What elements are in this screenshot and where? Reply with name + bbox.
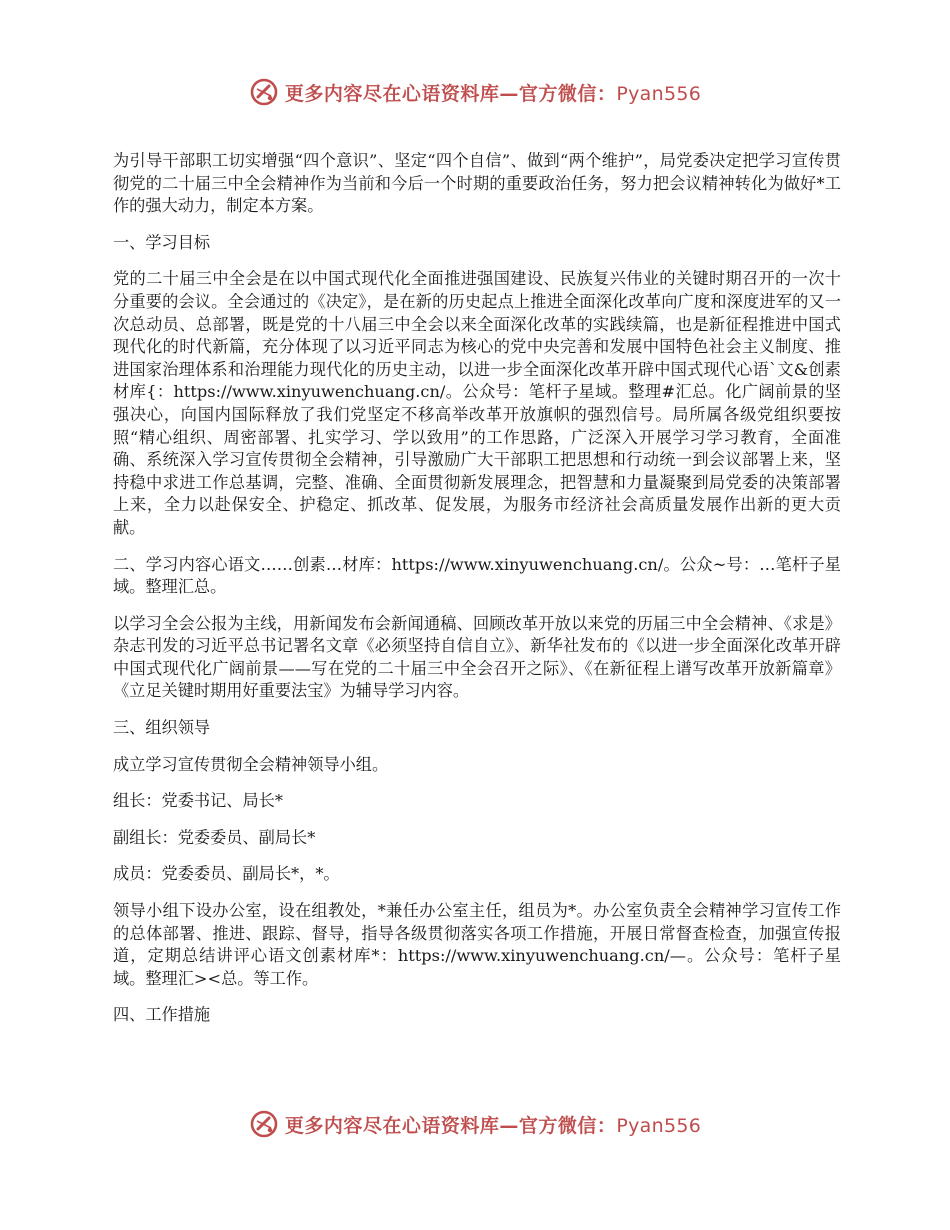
seal-logo-icon: [249, 1109, 279, 1139]
watermark-handle: Pyan556: [616, 82, 702, 105]
organization-paragraph: 成立学习宣传贯彻全会精神领导小组。: [113, 754, 389, 774]
watermark-main-text: 更多内容尽在心语资料库—官方微信：: [284, 1114, 617, 1137]
seal-logo-icon: [249, 77, 279, 107]
watermark-main-text: 更多内容尽在心语资料库—官方微信：: [284, 82, 617, 105]
intro-paragraph: 为引导干部职工切实增强“四个意识”、坚定“四个自信”、做到“两个维护”，局党委决定把学习宣传贯彻党的二十届三中全会精神作为当前和今后一个时期的重要政治任务，努力把会议精神转化为做好*工作的强大动力，制定本方案。: [113, 151, 841, 216]
section-heading-goals: 一、学习目标: [113, 232, 211, 252]
document-body: [113, 150, 841, 1055]
section-heading-content: 二、学习内容心语文……创素…材库：https://www.xinyuwenchuang.cn/。公众~号：…笔杆子星域。整理汇总。: [113, 554, 841, 597]
content-paragraph: 以学习全会公报为主线，用新闻发布会新闻通稿、回顾改革开放以来党的历届三中全会精神、《求是》杂志刊发的习近平总书记署名文章《必须坚持自信自立》、新华社发布的《以进一步全面深化改革开辟中国式现代化广阔前景——写在党的二十届三中全会召开之际》、《在新征程上谱写改革开放新篇章》《立足关键时期用好重要法宝》为辅导学习内容。: [113, 613, 841, 701]
section-heading-organization: 三、组织领导: [113, 718, 211, 738]
watermark-handle: Pyan556: [616, 1114, 702, 1137]
footer-watermark-text: [285, 1111, 701, 1138]
header-watermark-banner: [0, 72, 950, 112]
section-heading-measures: 四、工作措施: [113, 1005, 211, 1025]
leader-line: 组长：党委书记、局长*: [113, 791, 283, 811]
office-paragraph: 领导小组下设办公室，设在组教处，*兼任办公室主任，组员为*。办公室负责全会精神学习宣传工作的总体部署、推进、跟踪、督导，指导各级贯彻落实各项工作措施，开展日常督查检查，加强宣传报道，定期总结讲评心语文创素材库*：https://www.xinyuwenchuang.cn/—。公众号：笔杆子星域。整理汇><总。等工作。: [113, 901, 841, 988]
goals-paragraph: 党的二十届三中全会是在以中国式现代化全面推进强国建设、民族复兴伟业的关键时期召开的一次十分重要的会议。全会通过的《决定》，是在新的历史起点上推进全面深化改革向广度和深度进军的又一次总动员、总部署，既是党的十八届三中全会以来全面深化改革的实践续篇，也是新征程推进中国式现代化的时代新篇，充分体现了以习近平同志为核心的党中央完善和发展中国特色社会主义制度、推进国家治理体系和治理能力现代化的历史主动，以进一步全面深化改革开辟中国式现代心语`文&创素材库{：https://www.xinyuwenchuang.cn/。公众号：笔杆子星域。整理#汇总。化广阔前景的坚强决心，向国内国际释放了我们党坚定不移高举改革开放旗帜的强烈信号。局所属各级党组织要按照“精心组织、周密部署、扎实学习、学以致用”的工作思路，广泛深入开展学习学习教育，全面准确、系统深入学习宣传贯彻全会精神，引导激励广大干部职工把思想和行动统一到会议部署上来，坚持稳中求进工作总基调，完整、准确、全面贯彻新发展理念，把智慧和力量凝聚到局党委的决策部署上来，全力以赴保安全、护稳定、抓改革、促发展，为服务市经济社会高质量发展作出新的更大贡献。: [113, 269, 841, 537]
header-watermark-text: [285, 79, 701, 106]
deputy-leader-line: 副组长：党委委员、副局长*: [113, 827, 316, 847]
members-line: 成员：党委委员、副局长*，*。: [113, 864, 340, 884]
footer-watermark-banner: [0, 1104, 950, 1144]
